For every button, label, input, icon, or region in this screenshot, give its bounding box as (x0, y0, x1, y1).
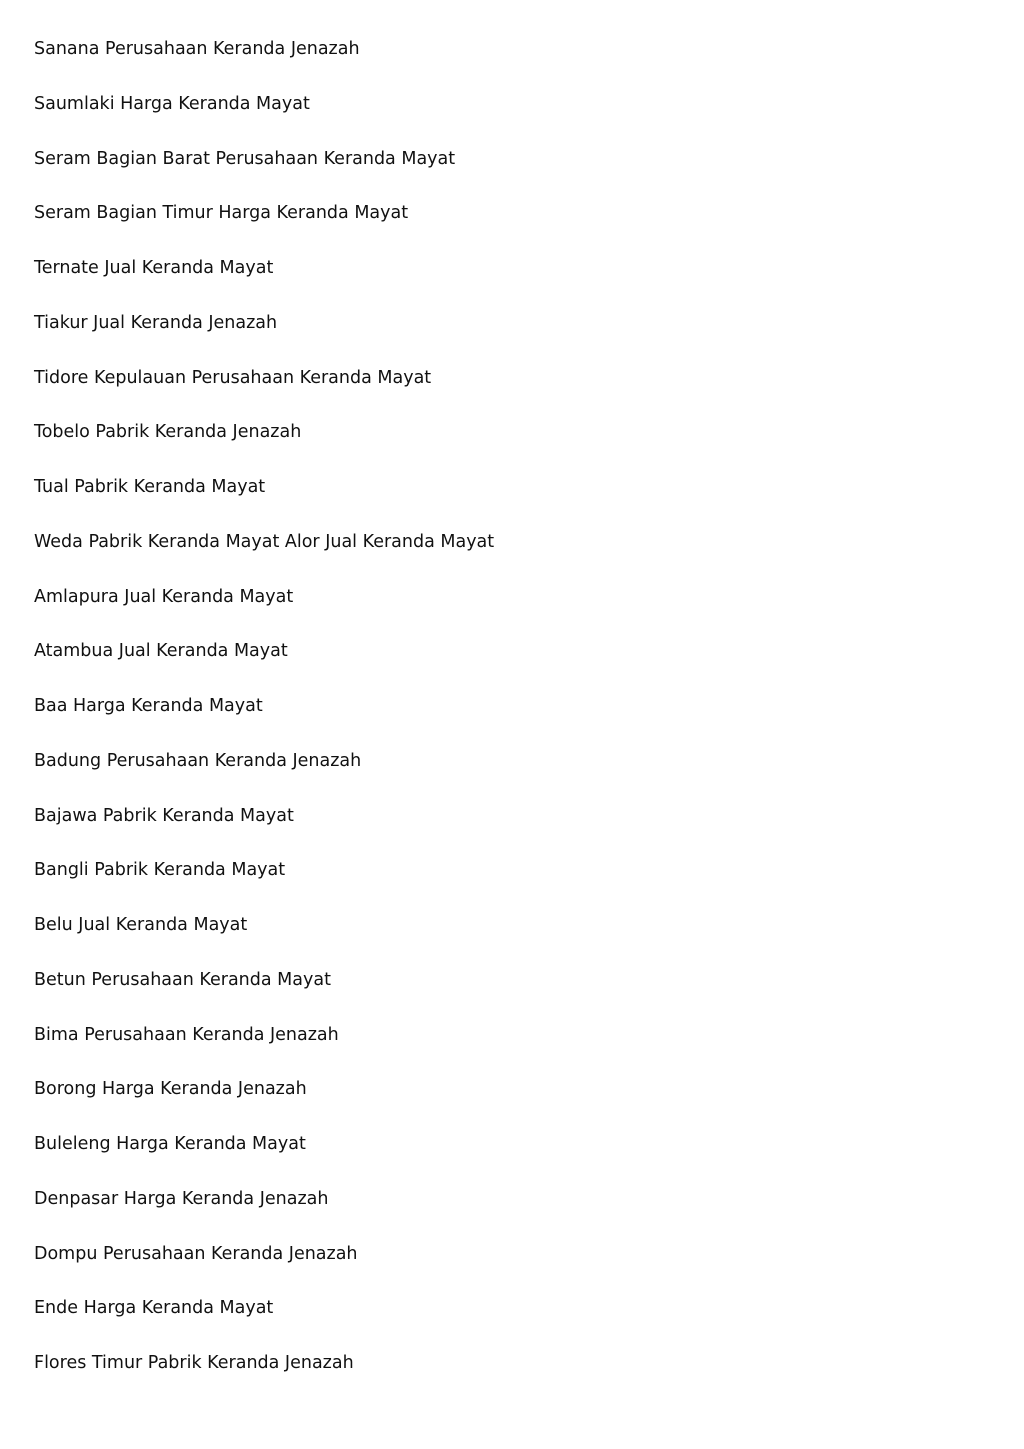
list-item: Bima Perusahaan Keranda Jenazah (34, 1024, 339, 1045)
list-item: Saumlaki Harga Keranda Mayat (34, 93, 310, 114)
list-item: Badung Perusahaan Keranda Jenazah (34, 750, 362, 771)
list-item: Baa Harga Keranda Mayat (34, 696, 263, 716)
list-item: Buleleng Harga Keranda Mayat (34, 1134, 306, 1154)
list-item: Tual Pabrik Keranda Mayat (34, 477, 266, 497)
list-item: Bangli Pabrik Keranda Mayat (34, 860, 286, 881)
list-item: Seram Bagian Timur Harga Keranda Mayat (34, 203, 409, 224)
list-item: Borong Harga Keranda Jenazah (34, 1079, 307, 1100)
text-line-list (34, 37, 494, 1406)
list-item: Sanana Perusahaan Keranda Jenazah (34, 39, 360, 59)
list-item: Flores Timur Pabrik Keranda Jenazah (34, 1353, 354, 1373)
list-item: Ternate Jual Keranda Mayat (34, 258, 274, 278)
list-item: Weda Pabrik Keranda Mayat Alor Jual Keranda Mayat (34, 531, 495, 552)
list-item: Atambua Jual Keranda Mayat (34, 641, 288, 662)
list-item: Ende Harga Keranda Mayat (34, 1298, 274, 1319)
list-item: Seram Bagian Barat Perusahaan Keranda Mayat (34, 148, 456, 169)
list-item: Amlapura Jual Keranda Mayat (34, 586, 294, 607)
list-item: Belu Jual Keranda Mayat (34, 915, 248, 935)
list-item: Dompu Perusahaan Keranda Jenazah (34, 1243, 358, 1264)
list-item: Denpasar Harga Keranda Jenazah (34, 1188, 329, 1209)
list-item: Tobelo Pabrik Keranda Jenazah (34, 422, 302, 443)
list-item: Tidore Kepulauan Perusahaan Keranda Mayat (34, 367, 432, 388)
list-item: Bajawa Pabrik Keranda Mayat (34, 805, 294, 826)
list-item: Tiakur Jual Keranda Jenazah (34, 312, 278, 333)
list-item: Betun Perusahaan Keranda Mayat (34, 969, 331, 990)
